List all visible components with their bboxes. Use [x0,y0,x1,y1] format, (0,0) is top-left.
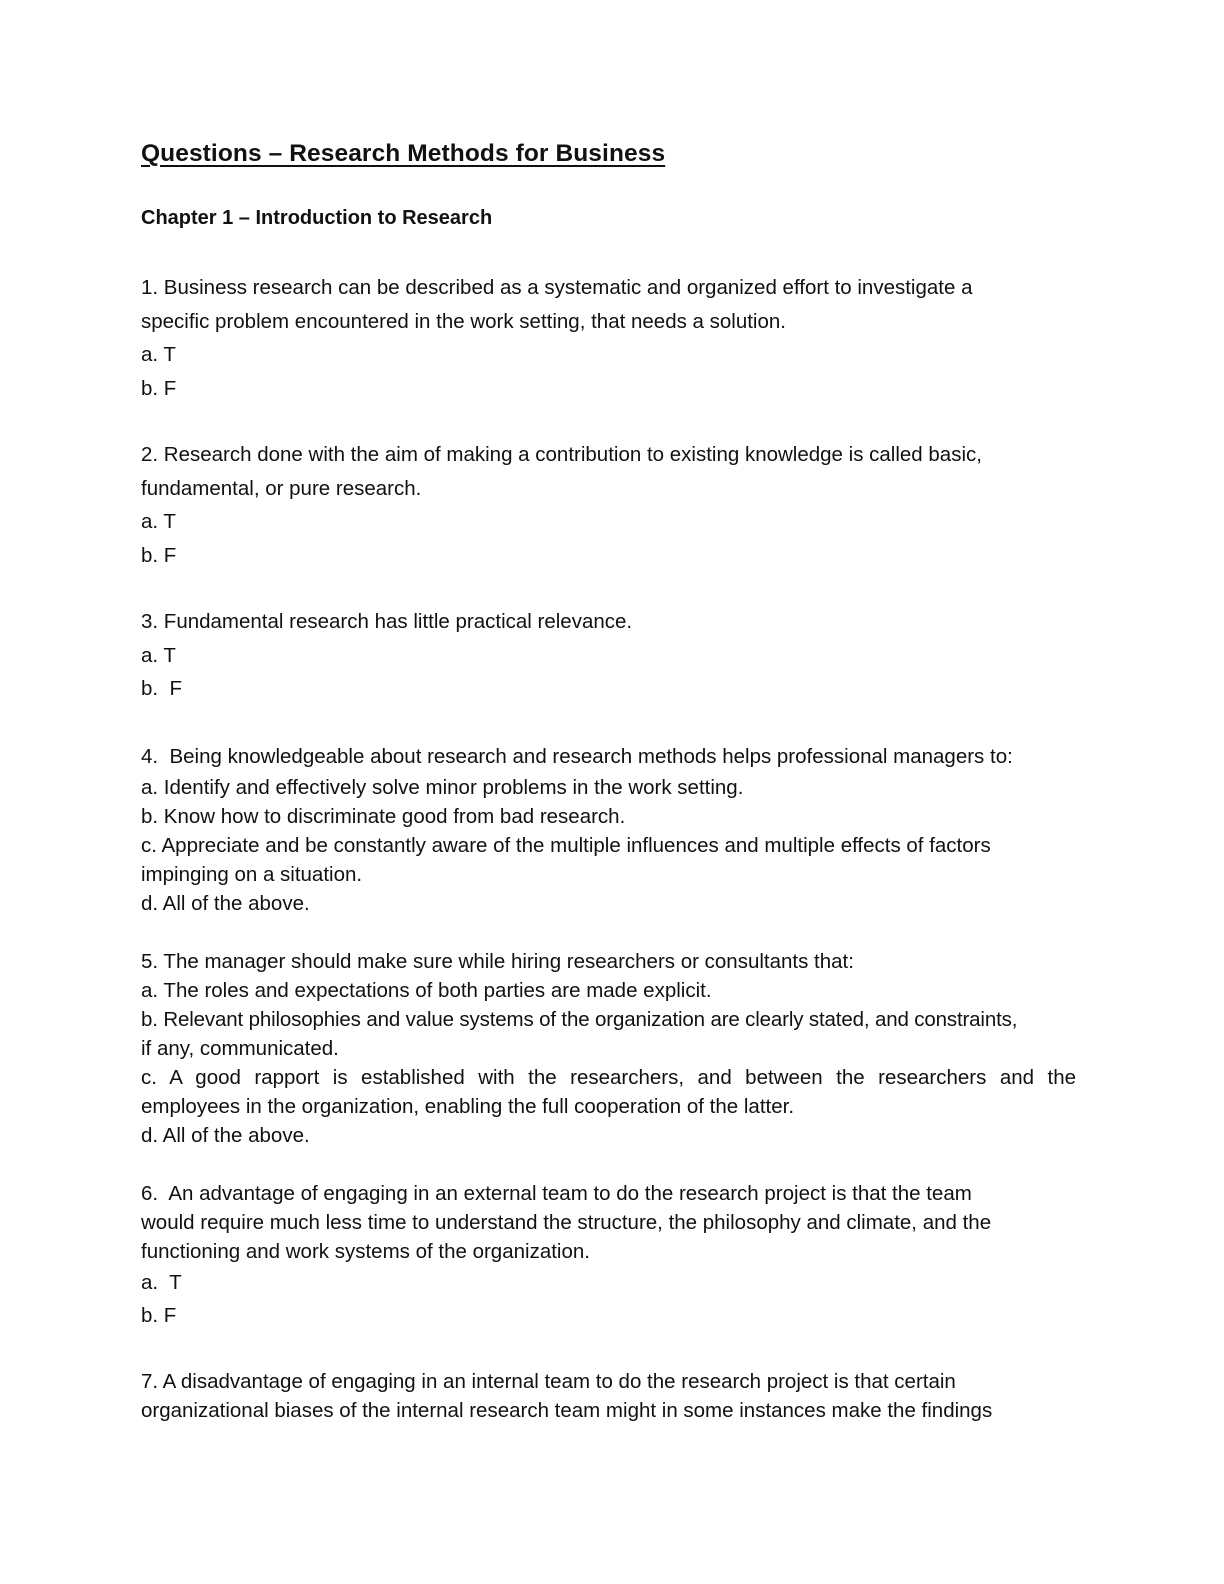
question-4-option-c-continued: impinging on a situation. [141,863,363,886]
question-6-stem-line: 6. An advantage of engaging in an external team to do the research project is that the team [141,1182,972,1205]
question-5-option-c-continued: employees in the organization, enabling the full cooperation of the latter. [141,1095,795,1118]
question-1-stem-line: 1. Business research can be described as a systematic and organized effort to investigate a [141,276,973,299]
question-7-stem-line: 7. A disadvantage of engaging in an internal team to do the research project is that certain [141,1370,956,1393]
question-5-option-c: c. A good rapport is established with the researchers, and between the researchers and the [141,1066,1076,1089]
question-1-option-b: b. F [141,376,177,400]
question-5-option-b: b. Relevant philosophies and value systems of the organization are clearly stated, and constraints, [141,1008,1018,1031]
question-6-stem-line: would require much less time to understand the structure, the philosophy and climate, and the [141,1211,992,1234]
question-6 [141,1179,1076,1332]
question-5 [141,947,1076,1150]
question-1-stem-line: specific problem encountered in the work setting, that needs a solution. [141,309,786,333]
question-2 [141,438,1076,572]
document-title: Questions – Research Methods for Business [141,140,666,167]
question-4-option-c: c. Appreciate and be constantly aware of the multiple influences and multiple effects of factors [141,834,991,857]
question-1 [141,271,1076,405]
question-6-option-b: b. F [141,1304,177,1327]
question-6-option-a: a. T [141,1271,182,1294]
question-4-stem-line: 4. Being knowledgeable about research and research methods helps professional managers to: [141,745,1013,768]
question-4 [141,740,1076,918]
question-6-stem-line: functioning and work systems of the organization. [141,1240,590,1263]
question-3 [141,605,1076,706]
question-7-stem-line: organizational biases of the internal research team might in some instances make the findings [141,1399,993,1422]
question-3-stem-line: 3. Fundamental research has little practical relevance. [141,610,633,633]
question-5-option-d: d. All of the above. [141,1124,310,1147]
question-4-option-b: b. Know how to discriminate good from bad research. [141,805,626,828]
question-7 [141,1367,1076,1425]
question-4-option-d: d. All of the above. [141,892,310,915]
question-2-option-a: a. T [141,510,176,533]
question-5-option-b-continued: if any, communicated. [141,1037,339,1060]
question-5-stem-line: 5. The manager should make sure while hiring researchers or consultants that: [141,950,854,973]
question-2-stem-line: 2. Research done with the aim of making a contribution to existing knowledge is called basic, [141,443,982,466]
question-2-stem-line: fundamental, or pure research. [141,476,422,500]
chapter-heading: Chapter 1 – Introduction to Research [141,207,493,229]
question-2-option-b: b. F [141,543,177,567]
question-5-option-a: a. The roles and expectations of both parties are made explicit. [141,979,712,1002]
question-3-option-b: b. F [141,677,183,700]
question-4-option-a: a. Identify and effectively solve minor problems in the work setting. [141,776,744,799]
question-3-option-a: a. T [141,643,176,667]
question-1-option-a: a. T [141,343,176,366]
